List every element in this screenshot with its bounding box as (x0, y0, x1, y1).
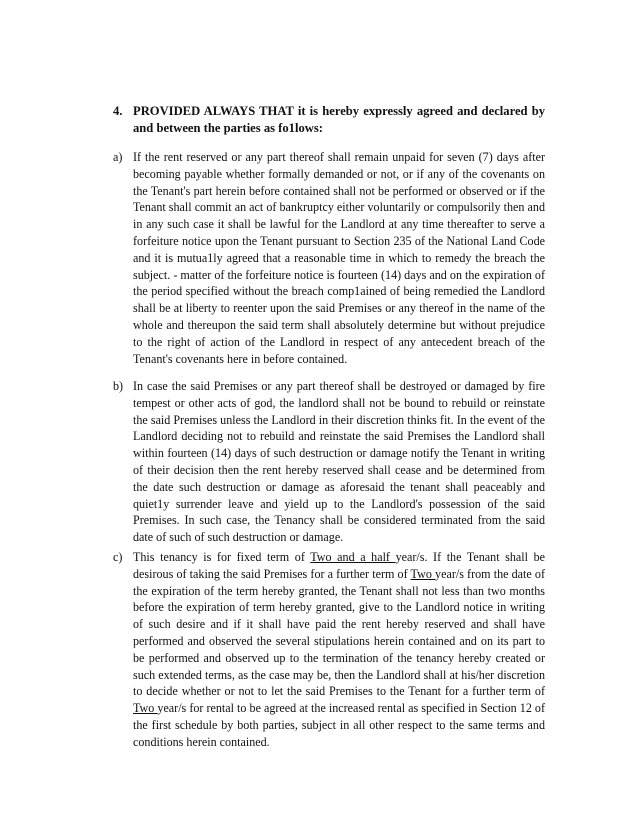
clause-a (113, 149, 545, 367)
clause-text-part: year/s. If the Tenant shall be desirous of taking the said Premises for a further term of (133, 550, 545, 581)
section-number: 4. (113, 104, 123, 118)
section-heading (113, 103, 545, 137)
renewal-term-field: Two (410, 566, 436, 581)
section-heading-text: PROVIDED ALWAYS THAT it is hereby expressly agreed and declared by and between the parties as fo1lows: (133, 104, 545, 135)
clause-c (113, 549, 545, 751)
clause-text: If the rent reserved or any part thereof shall remain unpaid for seven (7) days after becoming payable whether formally demanded or not, or if any of the covenants on the Tenant's part herein before contained shall not be performed or observed or if the Tenant shall commit an act of bankruptcy either voluntarily or compulsorily then and in any such case it shall be lawful for the Landlord at any time thereafter to serve a forfeiture notice upon the Tenant pursuant to Section 235 of the National Land Code and it is mutua1ly agreed that a reasonable time in which to remedy the breach the subject. - matter of the forfeiture notice is fourteen (14) days and on the expiration of the period specified without the breach comp1ained of being remedied the Landlord shall be at liberty to reenter upon the said Premises or any thereof in the name of the whole and thereupon the said term shall absolutely determine but without prejudice to the right of action of the Landlord in respect of any antecedent breach of the Tenant's covenants here in before contained. (133, 150, 545, 366)
clause-text-part: year/s from the date of the expiration of the term hereby granted, the Tenant shall not less than two months before the expiration of term hereby granted, give to the Landlord notice in writing of such desire and if it shall have paid the rent hereby reserved and shall have performed and observed the several stipulations herein contained and on its part to be performed and observed up to the termination of the tenancy hereby created or such extended terms, as the case may be, then the Landlord shall at his/her discretion to decide whether or not to let the said Premises to the Tenant for a further term of (133, 566, 545, 699)
clause-text (133, 549, 545, 751)
clause-b (113, 378, 545, 546)
clause-label: a) (113, 150, 123, 164)
further-term-field: Two (133, 701, 158, 716)
term-length-field: Two and a half (310, 550, 396, 564)
clause-text: In case the said Premises or any part thereof shall be destroyed or damaged by fire tempest or other acts of god, the landlord shall not be bound to rebuild or reinstate the said Premises unless the Landlord in their discretion thinks fit. In the event of the Landlord deciding not to rebuild and reinstate the said Premises the Landlord shall within fourteen (14) days of such destruction or damage notify the Tenant in writing of their decision then the rent hereby reserved shall cease and be determined from the date such destruction or damage as aforesaid the tenant shall peaceably and quiet1y surrender leave and yield up to the Landlord's possession of the said Premises. In such case, the Tenancy shall be considered terminated from the said date of such of such destruction or damage. (133, 379, 545, 545)
clause-label: b) (113, 379, 124, 393)
clause-text-part: This tenancy is for fixed term of (133, 550, 311, 564)
clause-text-part: year/s for rental to be agreed at the increased rental as specified in Section 12 of the first schedule by both parties, subject in all other respect to the same terms and conditions herein contained. (133, 701, 546, 749)
clause-label: c) (113, 550, 123, 564)
